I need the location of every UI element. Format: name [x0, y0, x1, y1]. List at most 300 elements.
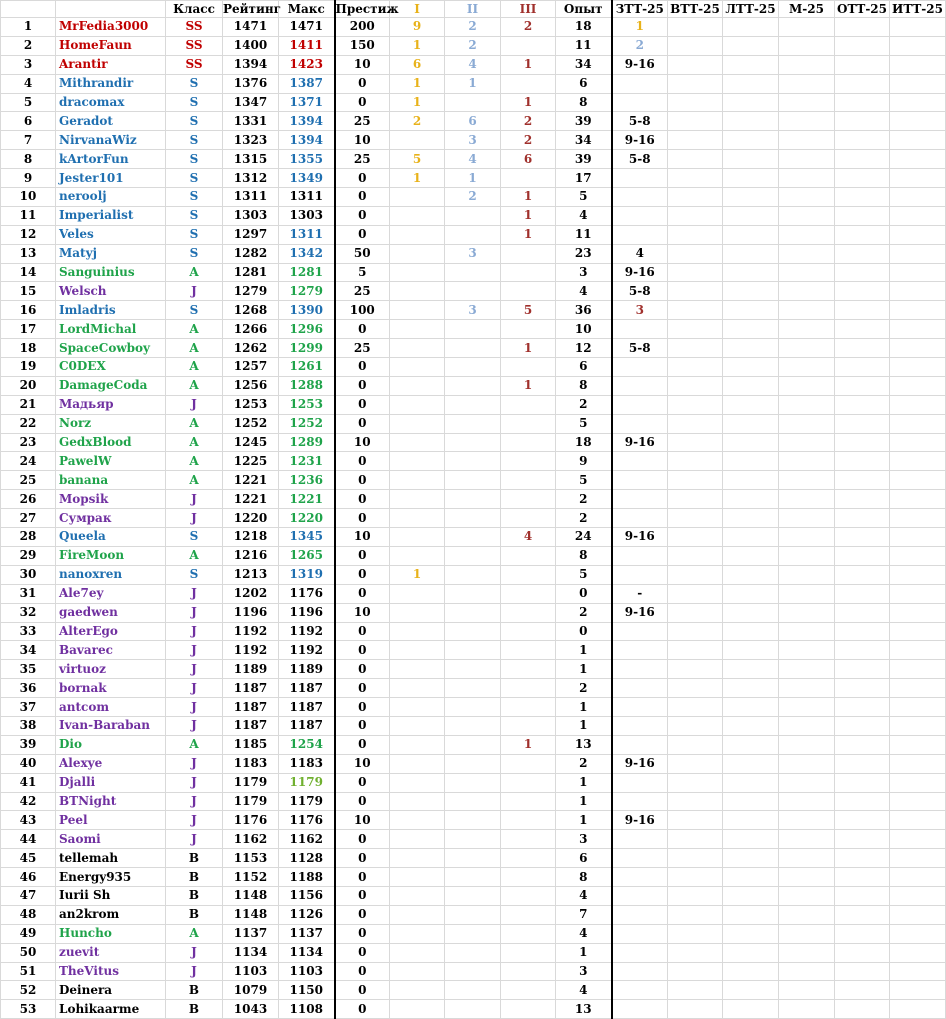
cell-m — [779, 735, 835, 754]
cell-prestige: 0 — [335, 849, 390, 868]
cell-ltt — [723, 131, 779, 150]
cell-m — [779, 395, 835, 414]
cell-max: 1236 — [279, 471, 335, 490]
cell-num: 51 — [1, 962, 56, 981]
cell-silver — [445, 868, 501, 887]
cell-gold — [390, 735, 445, 754]
cell-max: 1103 — [279, 962, 335, 981]
cell-prestige: 10 — [335, 55, 390, 74]
cell-itt — [890, 660, 946, 679]
table-row — [1, 924, 946, 943]
cell-rating: 1225 — [223, 452, 279, 471]
cell-player-name: C0DEX — [56, 358, 166, 377]
cell-ltt — [723, 546, 779, 565]
cell-m — [779, 433, 835, 452]
cell-ltt — [723, 1000, 779, 1019]
cell-vtt — [668, 188, 723, 207]
table-row — [1, 622, 946, 641]
cell-rating: 1187 — [223, 698, 279, 717]
cell-max: 1265 — [279, 546, 335, 565]
cell-silver — [445, 1000, 501, 1019]
cell-vtt — [668, 150, 723, 169]
cell-vtt — [668, 131, 723, 150]
cell-exp: 39 — [556, 150, 612, 169]
cell-bronze — [501, 679, 556, 698]
cell-class: B — [166, 886, 223, 905]
cell-ltt — [723, 320, 779, 339]
cell-silver: 4 — [445, 55, 501, 74]
cell-itt — [890, 433, 946, 452]
cell-m — [779, 698, 835, 717]
cell-player-name: FireMoon — [56, 546, 166, 565]
cell-gold: 1 — [390, 74, 445, 93]
cell-ott — [835, 698, 890, 717]
cell-exp: 8 — [556, 546, 612, 565]
cell-vtt — [668, 868, 723, 887]
cell-class: J — [166, 716, 223, 735]
cell-class: A — [166, 735, 223, 754]
cell-player-name: Energy935 — [56, 868, 166, 887]
header-exp: Опыт — [556, 1, 612, 18]
cell-gold — [390, 244, 445, 263]
cell-ltt — [723, 981, 779, 1000]
cell-bronze — [501, 433, 556, 452]
cell-num: 52 — [1, 981, 56, 1000]
cell-silver: 3 — [445, 131, 501, 150]
cell-m — [779, 490, 835, 509]
cell-exp: 6 — [556, 358, 612, 377]
cell-max: 1252 — [279, 414, 335, 433]
cell-ztt: 5-8 — [612, 339, 668, 358]
cell-ztt — [612, 490, 668, 509]
header-bronze: III — [501, 1, 556, 18]
cell-exp: 1 — [556, 660, 612, 679]
cell-ott — [835, 18, 890, 37]
cell-max: 1231 — [279, 452, 335, 471]
cell-num: 27 — [1, 509, 56, 528]
cell-ott — [835, 169, 890, 188]
cell-player-name: AlterEgo — [56, 622, 166, 641]
cell-prestige: 0 — [335, 509, 390, 528]
table-row — [1, 754, 946, 773]
cell-class: J — [166, 509, 223, 528]
cell-gold — [390, 641, 445, 660]
cell-m — [779, 55, 835, 74]
cell-player-name: Ale7ey — [56, 584, 166, 603]
cell-silver — [445, 584, 501, 603]
cell-ztt — [612, 188, 668, 207]
cell-rating: 1162 — [223, 830, 279, 849]
cell-gold — [390, 414, 445, 433]
cell-class: SS — [166, 18, 223, 37]
header-ztt: ЗТТ-25 — [612, 1, 668, 18]
cell-num: 5 — [1, 93, 56, 112]
cell-m — [779, 584, 835, 603]
cell-ztt: 1 — [612, 18, 668, 37]
cell-ott — [835, 376, 890, 395]
cell-num: 26 — [1, 490, 56, 509]
cell-rating: 1134 — [223, 943, 279, 962]
cell-m — [779, 471, 835, 490]
header-silver: II — [445, 1, 501, 18]
cell-silver — [445, 603, 501, 622]
cell-exp: 39 — [556, 112, 612, 131]
cell-class: J — [166, 943, 223, 962]
table-row — [1, 433, 946, 452]
cell-ott — [835, 962, 890, 981]
cell-itt — [890, 414, 946, 433]
cell-prestige: 0 — [335, 206, 390, 225]
cell-silver — [445, 830, 501, 849]
cell-itt — [890, 55, 946, 74]
cell-m — [779, 452, 835, 471]
cell-itt — [890, 735, 946, 754]
cell-player-name: PawelW — [56, 452, 166, 471]
cell-rating: 1192 — [223, 622, 279, 641]
cell-silver: 2 — [445, 188, 501, 207]
cell-vtt — [668, 886, 723, 905]
cell-num: 17 — [1, 320, 56, 339]
cell-vtt — [668, 603, 723, 622]
cell-rating: 1176 — [223, 811, 279, 830]
cell-ott — [835, 112, 890, 131]
cell-itt — [890, 962, 946, 981]
cell-num: 44 — [1, 830, 56, 849]
cell-gold — [390, 433, 445, 452]
table-row — [1, 112, 946, 131]
cell-m — [779, 93, 835, 112]
cell-ott — [835, 509, 890, 528]
cell-itt — [890, 339, 946, 358]
cell-exp: 4 — [556, 886, 612, 905]
cell-ott — [835, 93, 890, 112]
cell-gold: 5 — [390, 150, 445, 169]
cell-bronze — [501, 414, 556, 433]
cell-num: 53 — [1, 1000, 56, 1019]
table-row — [1, 792, 946, 811]
cell-m — [779, 641, 835, 660]
cell-max: 1183 — [279, 754, 335, 773]
cell-rating: 1079 — [223, 981, 279, 1000]
cell-bronze — [501, 830, 556, 849]
cell-max: 1355 — [279, 150, 335, 169]
cell-vtt — [668, 735, 723, 754]
table-row — [1, 679, 946, 698]
cell-class: B — [166, 1000, 223, 1019]
cell-ltt — [723, 924, 779, 943]
cell-m — [779, 225, 835, 244]
cell-class: J — [166, 490, 223, 509]
cell-ltt — [723, 943, 779, 962]
cell-gold — [390, 282, 445, 301]
cell-class: J — [166, 792, 223, 811]
cell-m — [779, 905, 835, 924]
table-row — [1, 716, 946, 735]
cell-ott — [835, 206, 890, 225]
cell-gold — [390, 584, 445, 603]
cell-prestige: 0 — [335, 188, 390, 207]
cell-silver — [445, 395, 501, 414]
cell-ott — [835, 679, 890, 698]
cell-vtt — [668, 660, 723, 679]
cell-exp: 11 — [556, 36, 612, 55]
cell-silver — [445, 414, 501, 433]
cell-ott — [835, 868, 890, 887]
table-row — [1, 414, 946, 433]
header-prestige: Престиж — [335, 2, 399, 16]
cell-ltt — [723, 55, 779, 74]
cell-ztt — [612, 414, 668, 433]
cell-max: 1423 — [279, 55, 335, 74]
cell-num: 34 — [1, 641, 56, 660]
cell-vtt — [668, 528, 723, 547]
cell-ltt — [723, 112, 779, 131]
cell-silver: 1 — [445, 74, 501, 93]
cell-num: 43 — [1, 811, 56, 830]
cell-bronze — [501, 905, 556, 924]
cell-vtt — [668, 905, 723, 924]
cell-ltt — [723, 301, 779, 320]
cell-player-name: Queela — [56, 528, 166, 547]
cell-num: 32 — [1, 603, 56, 622]
cell-vtt — [668, 55, 723, 74]
cell-ott — [835, 622, 890, 641]
cell-exp: 4 — [556, 924, 612, 943]
cell-ztt — [612, 74, 668, 93]
cell-ltt — [723, 282, 779, 301]
cell-max: 1187 — [279, 716, 335, 735]
cell-ott — [835, 792, 890, 811]
cell-silver — [445, 792, 501, 811]
cell-class: A — [166, 376, 223, 395]
cell-gold — [390, 811, 445, 830]
cell-num: 24 — [1, 452, 56, 471]
cell-player-name: virtuoz — [56, 660, 166, 679]
cell-silver — [445, 471, 501, 490]
cell-max: 1394 — [279, 131, 335, 150]
cell-player-name: Ivan-Baraban — [56, 716, 166, 735]
cell-ztt — [612, 395, 668, 414]
cell-player-name: Veles — [56, 225, 166, 244]
cell-rating: 1221 — [223, 490, 279, 509]
cell-class: S — [166, 93, 223, 112]
cell-num: 45 — [1, 849, 56, 868]
table-row — [1, 301, 946, 320]
cell-exp: 2 — [556, 509, 612, 528]
cell-ltt — [723, 358, 779, 377]
cell-itt — [890, 641, 946, 660]
cell-max: 1162 — [279, 830, 335, 849]
cell-bronze — [501, 36, 556, 55]
cell-silver: 1 — [445, 169, 501, 188]
cell-itt — [890, 1000, 946, 1019]
cell-prestige: 25 — [335, 282, 390, 301]
table-row — [1, 376, 946, 395]
cell-itt — [890, 74, 946, 93]
cell-rating: 1311 — [223, 188, 279, 207]
cell-ltt — [723, 169, 779, 188]
cell-bronze: 1 — [501, 55, 556, 74]
cell-prestige: 0 — [335, 414, 390, 433]
cell-ott — [835, 641, 890, 660]
cell-gold — [390, 1000, 445, 1019]
cell-rating: 1196 — [223, 603, 279, 622]
cell-rating: 1315 — [223, 150, 279, 169]
cell-ott — [835, 150, 890, 169]
cell-max: 1220 — [279, 509, 335, 528]
cell-ztt: 9-16 — [612, 131, 668, 150]
cell-bronze: 1 — [501, 339, 556, 358]
cell-ztt — [612, 905, 668, 924]
cell-max: 1289 — [279, 433, 335, 452]
cell-ztt — [612, 452, 668, 471]
cell-ltt — [723, 584, 779, 603]
cell-prestige: 0 — [335, 358, 390, 377]
cell-m — [779, 660, 835, 679]
cell-m — [779, 886, 835, 905]
cell-num: 39 — [1, 735, 56, 754]
cell-class: A — [166, 339, 223, 358]
cell-rating: 1220 — [223, 509, 279, 528]
cell-vtt — [668, 433, 723, 452]
cell-prestige: 150 — [335, 36, 390, 55]
cell-ott — [835, 452, 890, 471]
cell-ott — [835, 603, 890, 622]
cell-ott — [835, 414, 890, 433]
cell-max: 1126 — [279, 905, 335, 924]
table-row — [1, 603, 946, 622]
cell-vtt — [668, 565, 723, 584]
cell-ott — [835, 716, 890, 735]
cell-bronze — [501, 849, 556, 868]
cell-player-name: Imladris — [56, 301, 166, 320]
table-row — [1, 886, 946, 905]
cell-prestige: 25 — [335, 112, 390, 131]
cell-m — [779, 924, 835, 943]
cell-num: 13 — [1, 244, 56, 263]
cell-bronze — [501, 169, 556, 188]
cell-prestige: 10 — [335, 528, 390, 547]
cell-silver: 6 — [445, 112, 501, 131]
table-row — [1, 358, 946, 377]
cell-max: 1176 — [279, 584, 335, 603]
cell-m — [779, 868, 835, 887]
cell-gold — [390, 981, 445, 1000]
cell-prestige: 0 — [335, 622, 390, 641]
cell-prestige: 0 — [335, 716, 390, 735]
cell-max: 1279 — [279, 282, 335, 301]
cell-exp: 3 — [556, 263, 612, 282]
cell-ztt: - — [612, 584, 668, 603]
cell-num: 38 — [1, 716, 56, 735]
cell-class: S — [166, 131, 223, 150]
cell-rating: 1192 — [223, 641, 279, 660]
cell-bronze: 4 — [501, 528, 556, 547]
cell-rating: 1331 — [223, 112, 279, 131]
cell-max: 1288 — [279, 376, 335, 395]
cell-num: 25 — [1, 471, 56, 490]
cell-exp: 1 — [556, 811, 612, 830]
cell-exp: 0 — [556, 622, 612, 641]
cell-ott — [835, 735, 890, 754]
cell-prestige: 0 — [335, 395, 390, 414]
cell-ltt — [723, 849, 779, 868]
cell-itt — [890, 811, 946, 830]
cell-ztt — [612, 773, 668, 792]
cell-gold: 6 — [390, 55, 445, 74]
cell-exp: 1 — [556, 716, 612, 735]
cell-ott — [835, 74, 890, 93]
cell-bronze — [501, 868, 556, 887]
cell-silver — [445, 698, 501, 717]
cell-rating: 1103 — [223, 962, 279, 981]
cell-gold — [390, 622, 445, 641]
cell-ztt — [612, 924, 668, 943]
cell-exp: 23 — [556, 244, 612, 263]
cell-max: 1345 — [279, 528, 335, 547]
cell-ltt — [723, 244, 779, 263]
table-row — [1, 471, 946, 490]
cell-bronze: 2 — [501, 112, 556, 131]
cell-itt — [890, 830, 946, 849]
cell-itt — [890, 546, 946, 565]
cell-bronze — [501, 358, 556, 377]
table-row — [1, 735, 946, 754]
cell-rating: 1253 — [223, 395, 279, 414]
cell-m — [779, 358, 835, 377]
table-row — [1, 905, 946, 924]
cell-prestige: 0 — [335, 471, 390, 490]
cell-m — [779, 981, 835, 1000]
cell-silver — [445, 981, 501, 1000]
cell-gold — [390, 490, 445, 509]
cell-player-name: Bavarec — [56, 641, 166, 660]
table-row — [1, 981, 946, 1000]
cell-silver: 4 — [445, 150, 501, 169]
cell-ztt — [612, 641, 668, 660]
cell-exp: 9 — [556, 452, 612, 471]
cell-bronze: 5 — [501, 301, 556, 320]
header-m: М-25 — [779, 1, 835, 18]
cell-vtt — [668, 754, 723, 773]
cell-ltt — [723, 225, 779, 244]
cell-class: S — [166, 150, 223, 169]
cell-class: S — [166, 169, 223, 188]
cell-m — [779, 811, 835, 830]
cell-prestige: 0 — [335, 320, 390, 339]
cell-player-name: Huncho — [56, 924, 166, 943]
cell-bronze — [501, 452, 556, 471]
cell-bronze — [501, 320, 556, 339]
header-vtt: ВТТ-25 — [668, 1, 723, 18]
table-row — [1, 660, 946, 679]
cell-exp: 2 — [556, 603, 612, 622]
cell-rating: 1216 — [223, 546, 279, 565]
cell-prestige: 0 — [335, 74, 390, 93]
cell-itt — [890, 395, 946, 414]
cell-gold — [390, 943, 445, 962]
cell-itt — [890, 188, 946, 207]
cell-player-name: Сумрак — [56, 509, 166, 528]
cell-prestige: 0 — [335, 981, 390, 1000]
cell-vtt — [668, 93, 723, 112]
cell-vtt — [668, 773, 723, 792]
cell-exp: 0 — [556, 584, 612, 603]
cell-player-name: BTNight — [56, 792, 166, 811]
cell-prestige: 200 — [335, 18, 390, 37]
cell-ott — [835, 754, 890, 773]
cell-ltt — [723, 811, 779, 830]
